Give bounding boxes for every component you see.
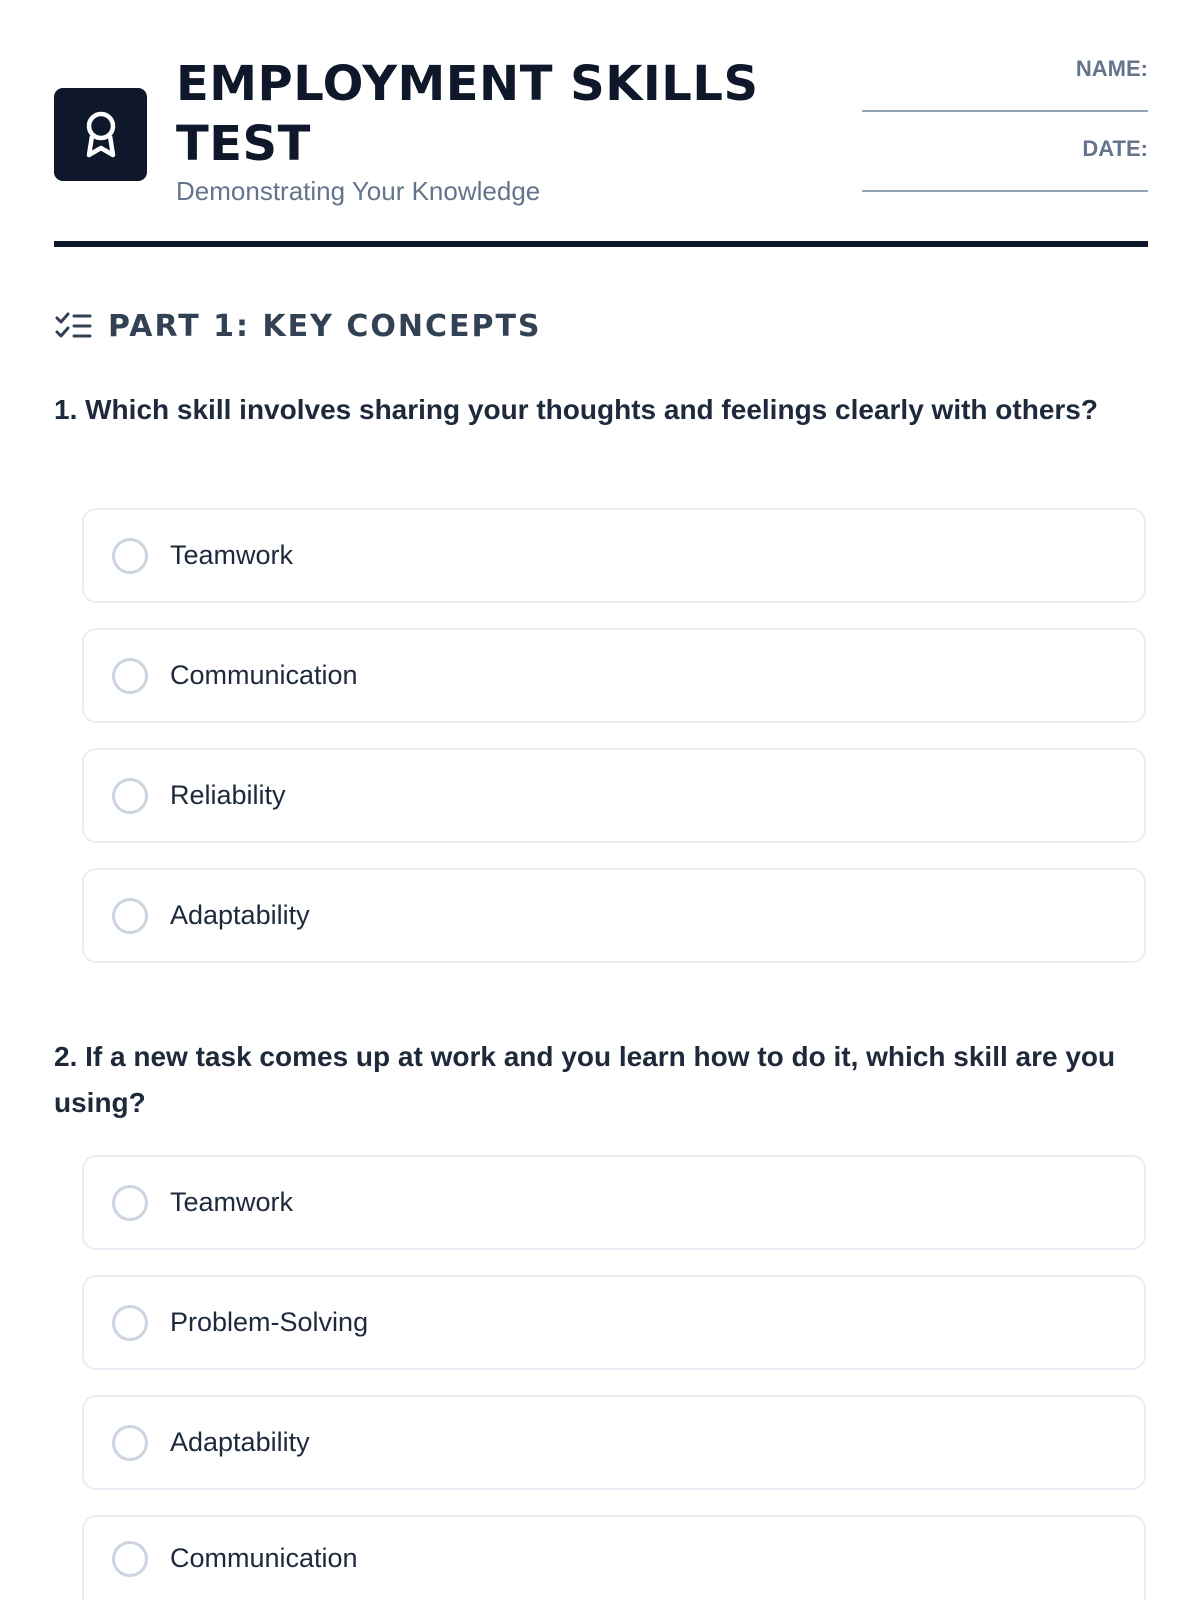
radio-button[interactable] [112,1185,148,1221]
option-label: Teamwork [170,1187,294,1217]
q2-option-4[interactable] [82,1515,1146,1600]
q1-option-2[interactable] [82,628,1146,723]
option-label: Adaptability [170,900,310,930]
radio-button[interactable] [112,1425,148,1461]
q1-option-1[interactable] [82,508,1146,603]
section-title: PART 1: KEY CONCEPTS [108,308,542,344]
name-label: NAME: [1075,56,1148,81]
q1-option-3[interactable] [82,748,1146,843]
option-label: Reliability [170,780,286,810]
header-divider [54,241,1148,247]
option-label: Teamwork [170,540,294,570]
question-1-text: 1. Which skill involves sharing your thoughts and feelings clearly with others? [54,394,1098,425]
q2-option-1[interactable] [82,1155,1146,1250]
date-label: DATE: [1082,136,1148,161]
q1-option-4[interactable] [82,868,1146,963]
radio-button[interactable] [112,538,148,574]
option-label: Communication [170,660,358,690]
award-ribbon-icon [81,109,121,161]
option-label: Adaptability [170,1427,310,1457]
date-field[interactable] [862,190,1148,192]
radio-button[interactable] [112,1541,148,1577]
checklist-icon [54,310,92,342]
logo-badge [54,88,147,181]
test-header [54,48,1148,248]
name-field[interactable] [862,110,1148,112]
page-title: EMPLOYMENT SKILLS TEST [176,56,759,172]
q2-option-3[interactable] [82,1395,1146,1490]
radio-button[interactable] [112,898,148,934]
question-2-text: 2. If a new task comes up at work and you learn how to do it, which skill are you using? [54,1041,1116,1118]
radio-button[interactable] [112,1305,148,1341]
section-heading [54,306,542,346]
radio-button[interactable] [112,778,148,814]
q2-option-2[interactable] [82,1275,1146,1370]
page-subtitle: Demonstrating Your Knowledge [176,176,541,206]
radio-button[interactable] [112,658,148,694]
option-label: Problem-Solving [170,1307,369,1337]
option-label: Communication [170,1543,358,1573]
